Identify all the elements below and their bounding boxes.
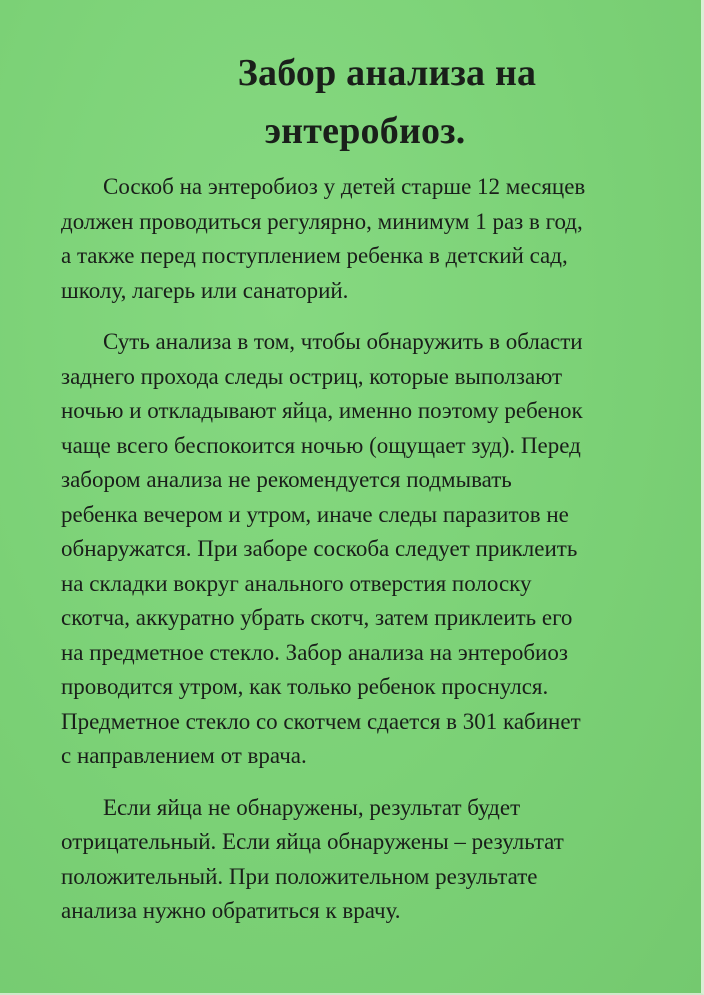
text-line: школу, лагерь или санаторий. <box>61 277 349 303</box>
text-line: ребенка вечером и утром, иначе следы паразитов не <box>61 501 569 527</box>
text-line: ночью и откладывают яйца, именно поэтому ребенок <box>61 398 583 423</box>
document-body <box>61 170 673 946</box>
text-line: проводится утром, как только ребенок проснулся. <box>61 674 549 699</box>
title-line-2: энтеробиоз. <box>264 110 466 152</box>
text-line: отрицательный. Если яйца обнаружены – результат <box>61 829 564 854</box>
text-line: скотча, аккуратно убрать скотч, затем приклеить его <box>61 605 573 630</box>
text-line: Если яйца не обнаружены, результат будет <box>103 794 521 820</box>
text-line: с направлением от врача. <box>61 743 307 768</box>
text-line: на складки вокруг анального отверстия полоску <box>61 570 532 596</box>
text-line: обнаружатся. При заборе соскоба следует приклеить <box>61 536 578 561</box>
text-line: положительный. При положительном результате <box>61 863 538 889</box>
paragraph-procedure <box>61 325 673 774</box>
text-line: забором анализа не рекомендуется подмывать <box>61 467 512 492</box>
text-line: на предметное стекло. Забор анализа на энтеробиоз <box>61 639 568 665</box>
page-title <box>0 44 704 160</box>
paragraph-result <box>61 791 673 929</box>
text-line: заднего прохода следы остриц, которые выползают <box>61 363 563 389</box>
text-line: а также перед поступлением ребенка в детский сад, <box>61 243 568 268</box>
text-line: Суть анализа в том, чтобы обнаружить в области <box>103 329 583 354</box>
text-line: Соскоб на энтеробиоз у детей старше 12 месяцев <box>103 174 586 199</box>
text-line: анализа нужно обратиться к врачу. <box>61 898 401 923</box>
text-line: должен проводиться регулярно, минимум 1 раз в год, <box>61 208 583 234</box>
text-line: Предметное стекло со скотчем сдается в 301 кабинет <box>61 708 581 734</box>
title-line-1: Забор анализа на <box>237 52 537 94</box>
paragraph-intro <box>61 170 673 308</box>
text-line: чаще всего беспокоится ночью (ощущает зуд). Перед <box>61 432 581 458</box>
